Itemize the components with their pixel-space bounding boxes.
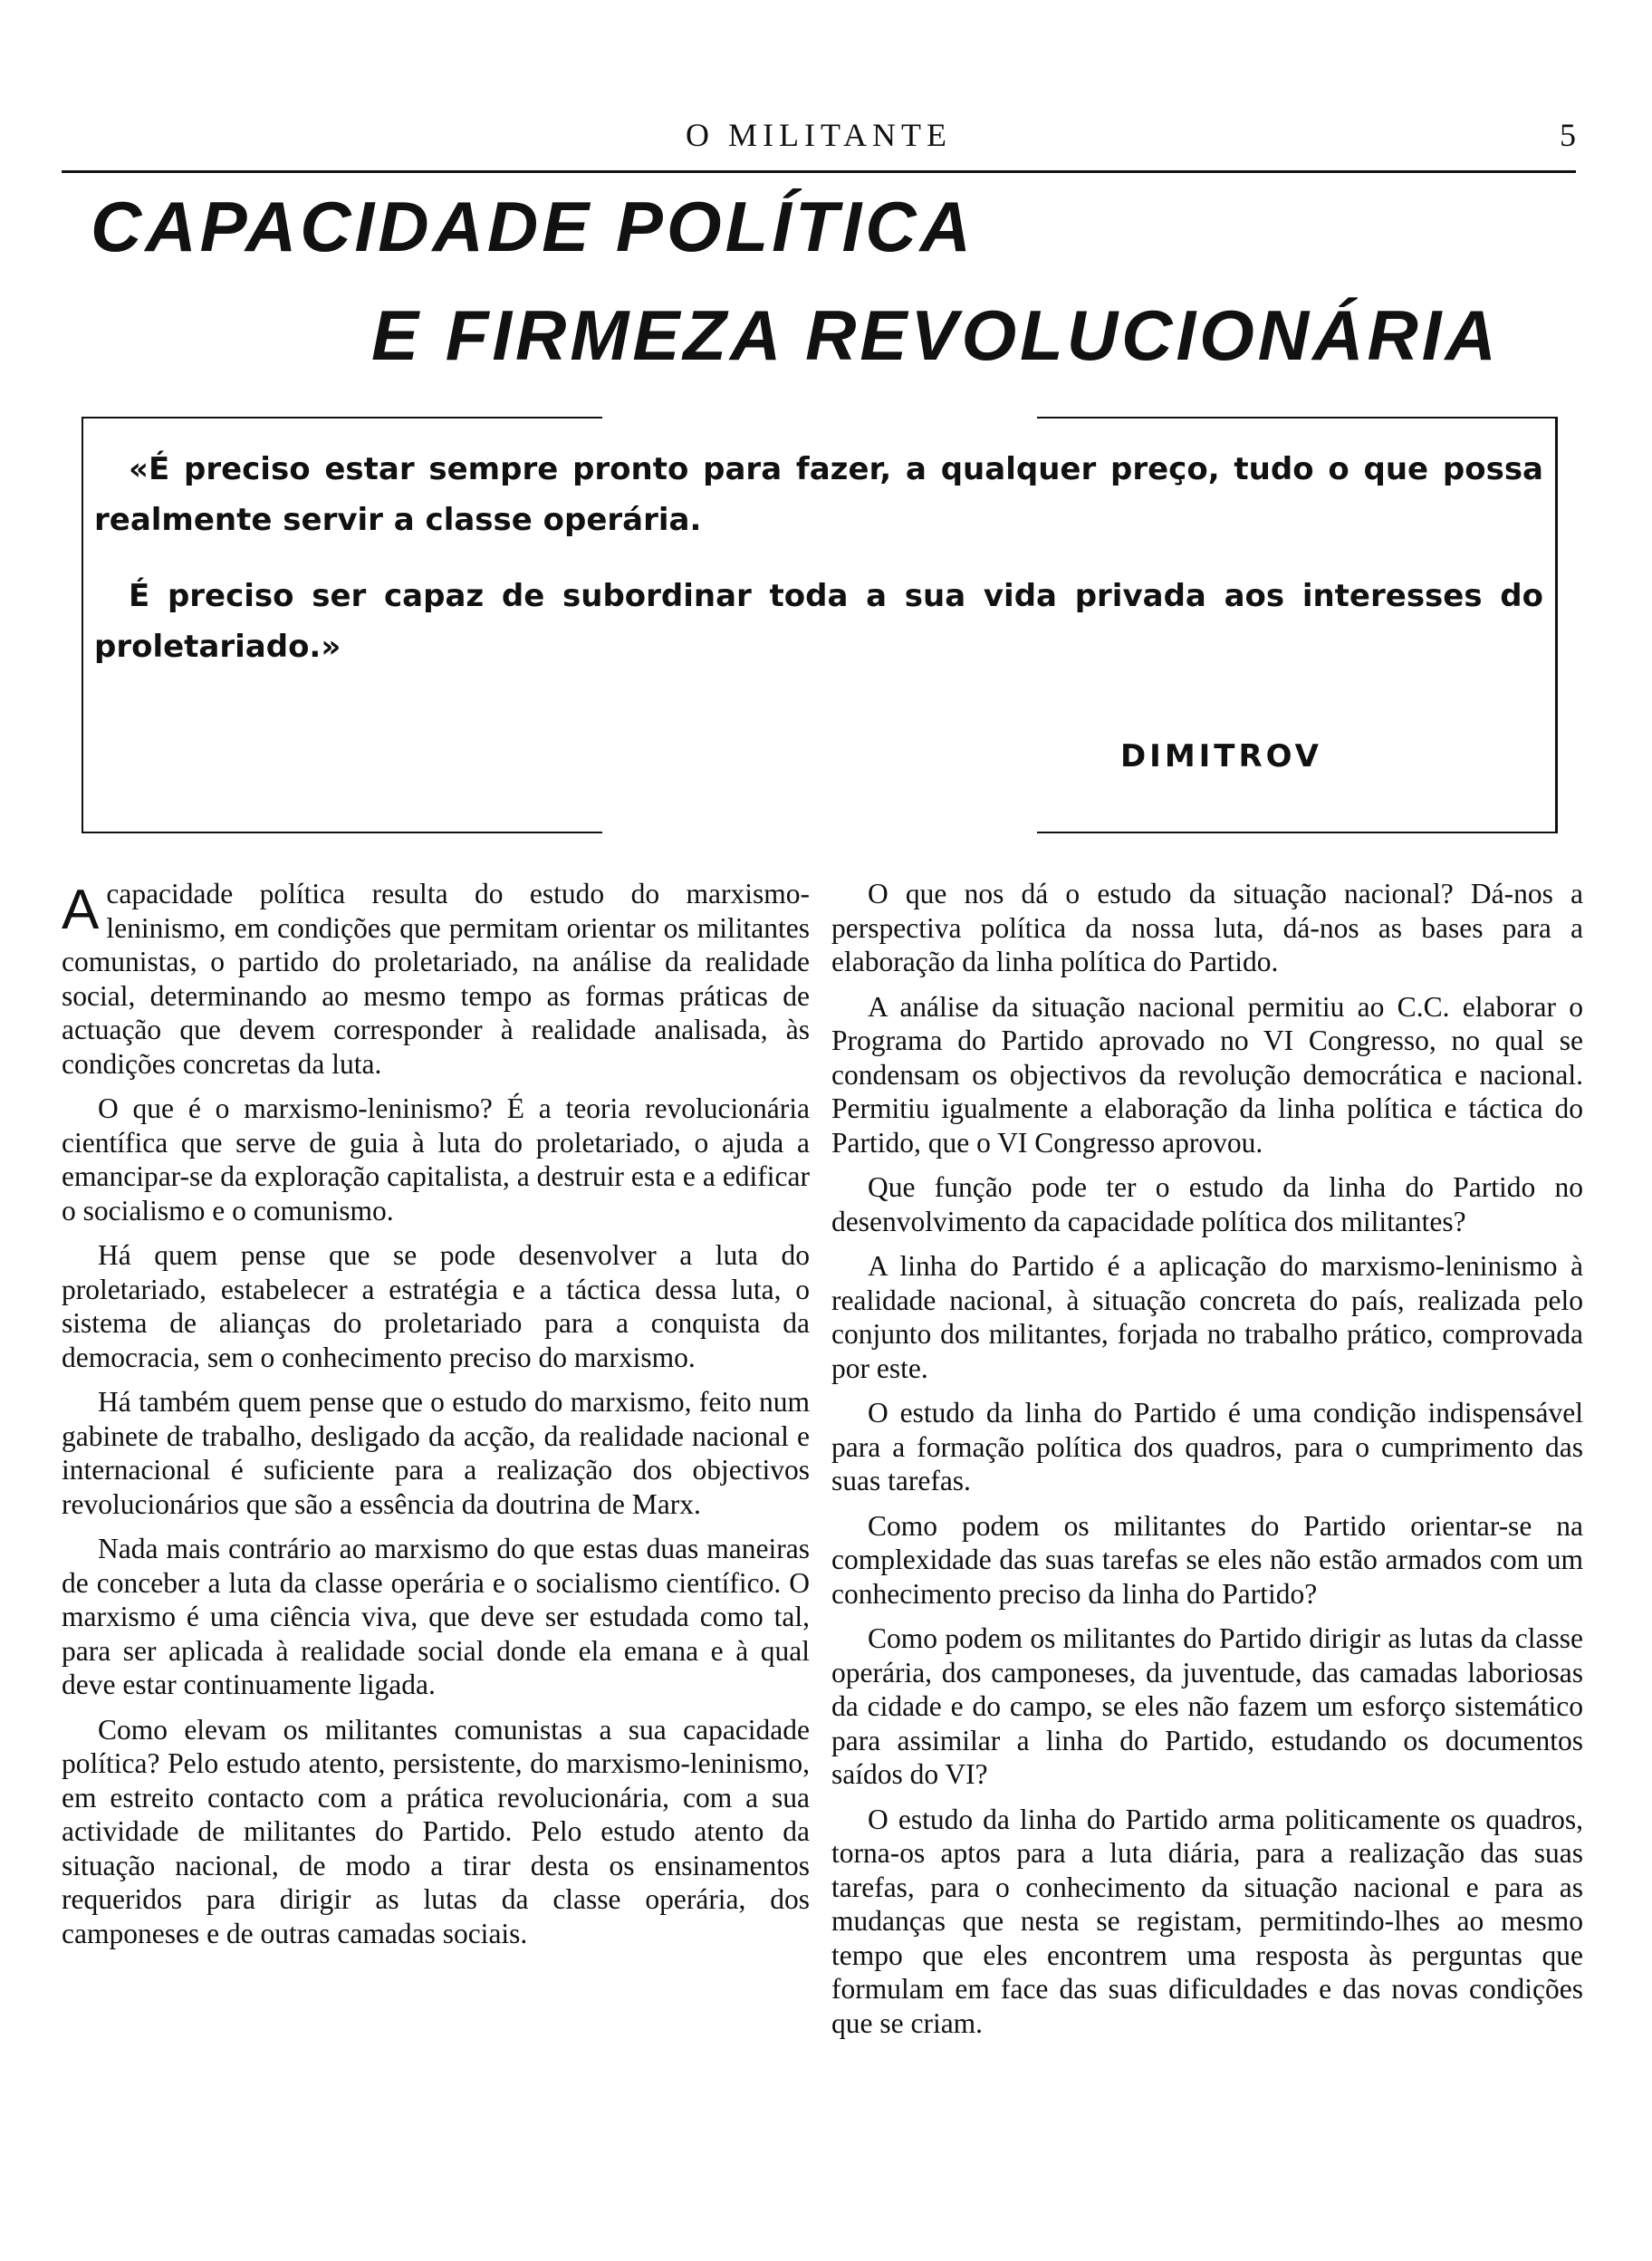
header-rule xyxy=(62,170,1576,173)
paragraph-text: capacidade política resulta do estudo do marxismo-leninismo, em condições que permitam orientar os militantes comunistas, o partido do proletariado, na análise da realidade social, determinando ao mesmo tempo as formas práticas de actuação que devem corresponder à realidade analisada, às condições concretas da luta. xyxy=(62,878,810,1080)
article-paragraph: Há também quem pense que o estudo do marxismo, feito num gabinete de trabalho, desligado da acção, da realidade nacional e internacional é suficiente para a realização dos objectivos revolucionários que são a essência da doutrina de Marx. xyxy=(62,1386,810,1520)
epigraph-rule xyxy=(1037,832,1558,833)
article-paragraph: O estudo da linha do Partido é uma condição indispensável para a formação política dos quadros, para o cumprimento das suas tarefas. xyxy=(831,1397,1583,1496)
article-paragraph: Como podem os militantes do Partido dirigir as lutas da classe operária, dos camponeses, da juventude, das camadas laboriosas da cidade e do campo, se eles não fazem um esforço sistemático para assimilar a linha do Partido, estudando os documentos saídos do VI? xyxy=(831,1622,1583,1790)
article-paragraph: O que é o marxismo-leninismo? É a teoria revolucionária científica que serve de guia à luta do proletariado, o ajuda a emancipar-se da exploração capitalista, a destruir esta e a edificar o socialismo e o comunismo. xyxy=(62,1092,810,1227)
article-paragraph: O que nos dá o estudo da situação nacional? Dá-nos a perspectiva política da nossa luta, dá-nos as bases para a elaboração da linha política do Partido. xyxy=(831,878,1583,977)
article-column-left xyxy=(62,877,810,1961)
epigraph-author: DIMITROV xyxy=(1119,738,1322,775)
publication-name: O MILITANTE xyxy=(685,117,953,153)
epigraph-border-left xyxy=(82,417,83,833)
article-title-line-2: E FIRMEZA REVOLUCIONÁRIA xyxy=(371,295,1500,375)
epigraph-box xyxy=(82,417,1558,833)
running-header xyxy=(62,116,1576,170)
article-paragraph: Como elevam os militantes comunistas a sua capacidade política? Pelo estudo atento, persistente, do marxismo-leninismo, em estreito contacto com a prática revolucionária, com a sua actividade de militantes do Partido. Pelo estudo atento da situação nacional, de modo a tirar desta os ensinamentos requeridos para dirigir as lutas da classe operária, dos camponeses e de outras camadas sociais. xyxy=(62,1713,810,1949)
article-paragraph: A linha do Partido é a aplicação do marxismo-leninismo à realidade nacional, à situação concreta do país, realizada pelo conjunto dos militantes, forjada no trabalho prático, comprovada por este. xyxy=(831,1250,1583,1384)
article-paragraph xyxy=(62,877,810,1081)
epigraph-border-right xyxy=(1555,417,1558,833)
epigraph-quote xyxy=(94,444,1543,698)
epigraph-rule xyxy=(82,832,602,833)
drop-cap: A xyxy=(62,879,100,941)
article-paragraph: O estudo da linha do Partido arma politicamente os quadros, torna-os aptos para a luta diária, para a realização das suas tarefas, para o conhecimento da situação nacional e para as mudanças que nesta se registam, permitindo-lhes ao mesmo tempo que eles encontrem uma resposta às perguntas que formulam em face das suas dificuldades e das novas condições que se criam. xyxy=(831,1803,1583,2039)
article-paragraph: A análise da situação nacional permitiu ao C.C. elaborar o Programa do Partido aprovado no VI Congresso, no qual se condensam os objectivos da revolução democrática e nacional. Permitiu igualmente a elaboração da linha política e táctica do Partido, que o VI Congresso aprovou. xyxy=(831,990,1583,1159)
article-paragraph: Como podem os militantes do Partido orientar-se na complexidade das suas tarefas se eles não estão armados com um conhecimento preciso da linha do Partido? xyxy=(831,1509,1583,1610)
epigraph-paragraph: «É preciso estar sempre pronto para fazer, a qualquer preço, tudo o que possa realmente servir a classe operária. xyxy=(94,451,1543,538)
article-paragraph: Nada mais contrário ao marxismo do que estas duas maneiras de conceber a luta da classe operária e o socialismo científico. O marxismo é uma ciência viva, que deve ser estudada como tal, para ser aplicada à realidade social donde ela emana e à qual deve estar continuamente ligada. xyxy=(62,1533,810,1700)
article-column-right xyxy=(831,877,1583,2051)
article-paragraph: Há quem pense que se pode desenvolver a luta do proletariado, estabelecer a estratégia e a táctica dessa luta, o sistema de alianças do proletariado para a conquista da democracia, sem o conhecimento preciso do marxismo. xyxy=(62,1239,810,1373)
epigraph-rule xyxy=(82,417,602,419)
epigraph-rule xyxy=(1037,417,1558,419)
article-title-line-1: CAPACIDADE POLÍTICA xyxy=(91,187,975,266)
epigraph-paragraph: É preciso ser capaz de subordinar toda a sua vida privada aos interesses do proletariado.» xyxy=(94,578,1543,665)
page-number: 5 xyxy=(1560,117,1576,153)
article-paragraph: Que função pode ter o estudo da linha do Partido no desenvolvimento da capacidade política dos militantes? xyxy=(831,1171,1583,1237)
